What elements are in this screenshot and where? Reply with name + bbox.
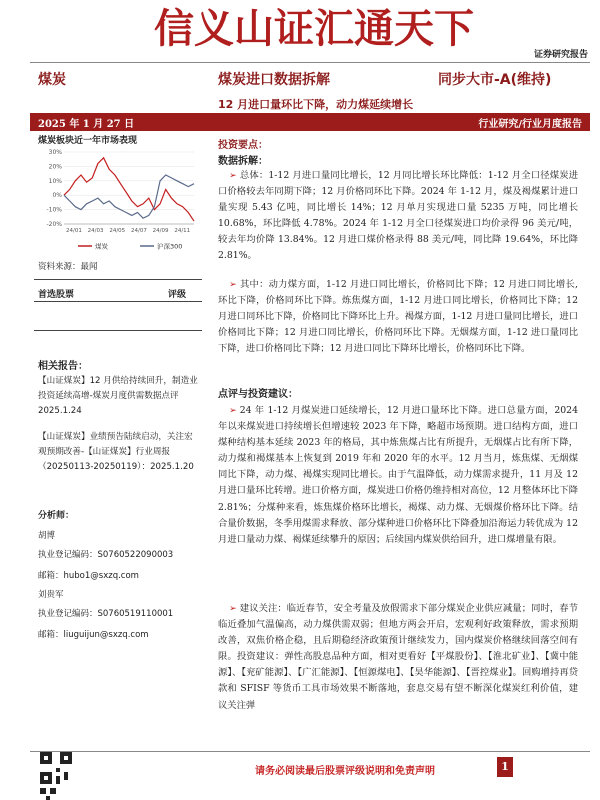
paragraph-text: 24 年 1-12 月煤炭进口延续增长，12 月进口量环比下降。进口总量方面，2024 年以来煤炭进口持续增长但增速较 2023 年下降，略超市场预期。进口结构方面，进口煤种结构基本延续 2023 年的格局，其中炼焦煤占比有所提升，无烟煤占比有所下降，动力煤和褐煤基本上恢复到 2019 年和 2020 年的水平。12 月当月，炼焦煤、无烟煤同比下降，动力煤、褐煤实现同比增长。由于气温降低，动力煤需求提升，11 月及 12 月进口量环比转增。进口价格方面，煤炭进口价格仍维持相对高位，12 月整体环比下降 2.81%；分煤种来看，炼焦煤价格环比增长，褐煤、动力煤、无烟煤价格环比下降。结合量价数据，冬季用煤需求释放、部分煤种进口价格环比下降叠加沿海运力转优成为 12 月进口量动力煤、褐煤延续攀升的原因；后续国内煤炭供给回升，进口煤增量有限。	[218, 405, 578, 545]
logo-text: 信义山证汇通天下	[154, 5, 474, 52]
chart-source: 资料来源：最闻	[38, 262, 98, 272]
picks-divider	[34, 279, 202, 280]
disclaimer-text: 请务必阅读最后股票评级说明和免责声明	[255, 766, 435, 777]
data-breakdown-heading: 数据拆解：	[218, 156, 268, 167]
arrow-bullet-icon: ➢	[229, 406, 237, 416]
commentary-heading: 点评与投资建议：	[218, 389, 298, 400]
analyst-email[interactable]: 邮箱：liuguijun@sxzq.com	[38, 630, 149, 640]
paragraph-text: 其中：动力煤方面，1-12 月进口同比增长，价格同比下降；12 月进口同比增长,环比下降，价格同环比下降。炼焦煤方面，1-12 月进口同比增长，价格同比下降；12 月进口同环比下降，价格同比下降环比上升。褐煤方面，1-12 月进口量同比增长，进口价格同比下降；12 月进口同比增长，价格同环比下降。无烟煤方面，1-12 进口量同比下降，进口价格同比下降；12 月进口同比下降环比增长，价格同环比下降。	[218, 279, 578, 355]
paragraph-text: 建议关注：临近春节，安全考量及放假需求下部分煤炭企业供应减量；同时，春节临近叠加气温偏高，动力煤供需双弱；但地方两会开启，宏观利好政策释放，需求预期改善，双焦价格企稳，且后期稳经济政策预计继续发力，国内煤炭价格继续回落空间有限。投资建议：弹性高股息品种方面，相对更看好【平煤股份】、【淮北矿业】、【冀中能源】、【兖矿能源】、【广汇能源】、【恒源煤电】、【昊华能源】、【晋控煤业】。回购增持再贷款和 SFISF 等货币工具市场效果不断落地，套息交易有望不断深化煤炭红利价值，建议关注弹	[218, 603, 578, 711]
y-tick-label: -20%	[46, 221, 62, 228]
header-divider	[30, 62, 590, 63]
analyst-email[interactable]: 邮箱：hubo1@sxzq.com	[38, 571, 139, 581]
arrow-bullet-icon: ➢	[229, 171, 237, 181]
report-date: 2025 年 1 月 27 日	[38, 119, 135, 130]
arrow-bullet-icon: ➢	[229, 280, 237, 290]
paragraph-overall	[218, 168, 578, 265]
series-line	[64, 158, 194, 221]
paragraph-text: 总体：1-12 月进口量同比增长，12 月同比增长环比降低：1-12 月全口径煤炭进口价格较去年同期下降；12 月价格同环比下降。2024 年 1-12 月，煤及褐煤累计进口量实现 5.43 亿吨，同比增长 14%；12 月单月实现进口量 5235 万吨，同比增长 10.68%，环比降低 4.78%。2024 年 1-12 月全口径煤炭进口均价录得 96 美元/吨，较去年均价降 13.84%。12 月进口煤价格录得 88 美元/吨，同比降 19.64%，环比降 2.81%。	[218, 170, 578, 262]
sector-label: 煤炭	[38, 72, 66, 88]
x-tick-label: 24/07	[131, 228, 147, 234]
top-picks-label: 首选股票	[38, 290, 75, 300]
report-title: 煤炭进口数据拆解	[218, 72, 330, 88]
qr-code-icon	[40, 752, 72, 784]
x-tick-label: 24/05	[109, 228, 126, 234]
picks-divider	[34, 301, 202, 302]
analyst-cert: 执业登记编码：S0760519110001	[38, 609, 174, 619]
paragraph-coal-types	[218, 277, 578, 357]
related-reports-heading: 相关报告：	[38, 361, 88, 372]
analyst-name: 刘贵军	[38, 590, 64, 600]
report-type: 行业研究/行业月度报告	[478, 119, 582, 130]
rating-column-label: 评级	[168, 290, 187, 300]
analyst-cert: 执业登记编码：S0760522090003	[38, 550, 174, 560]
analyst-name: 胡博	[38, 531, 56, 541]
page-number: 1	[497, 757, 513, 777]
report-subtitle: 12 月进口量环比下降，动力煤延续增长	[218, 98, 414, 111]
company-logo	[150, 0, 480, 52]
rating-label: 同步大市-A(维持)	[438, 72, 552, 88]
x-tick-label: 24/03	[87, 228, 104, 234]
legend-label: 煤炭	[95, 242, 108, 251]
y-tick-label: 20%	[48, 163, 62, 171]
x-tick-label: 24/11	[174, 228, 191, 234]
x-tick-label: 24/01	[66, 228, 82, 234]
y-tick-label: -10%	[46, 206, 62, 214]
picks-divider	[34, 330, 202, 331]
y-tick-label: 0%	[52, 192, 62, 200]
brand-tag: 证券研究报告	[533, 50, 588, 60]
y-tick-label: 30%	[48, 149, 62, 156]
y-tick-label: 10%	[48, 177, 62, 185]
market-performance-chart	[38, 146, 198, 256]
x-tick-label: 24/09	[152, 228, 169, 234]
key-points-heading: 投资要点：	[218, 140, 268, 151]
paragraph-recommendation	[218, 601, 578, 714]
arrow-bullet-icon: ➢	[229, 604, 237, 614]
paragraph-commentary	[218, 403, 578, 548]
footer-divider	[30, 751, 590, 752]
related-report-link[interactable]: 【山证煤炭】12 月供给持续回升，制造业投资延续高增-煤炭月度供需数据点评 2025.1.24	[38, 376, 198, 416]
qr-code-icon	[40, 788, 60, 800]
related-report-link[interactable]: 【山证煤炭】业绩预告陆续启动，关注宏观预期改善-【山证煤炭】行业周报（20250113-20250119）：2025.1.20	[38, 432, 194, 472]
chart-title: 煤炭板块近一年市场表现	[38, 136, 138, 146]
analyst-heading: 分析师：	[38, 511, 75, 521]
legend-label: 沪深300	[157, 242, 183, 251]
